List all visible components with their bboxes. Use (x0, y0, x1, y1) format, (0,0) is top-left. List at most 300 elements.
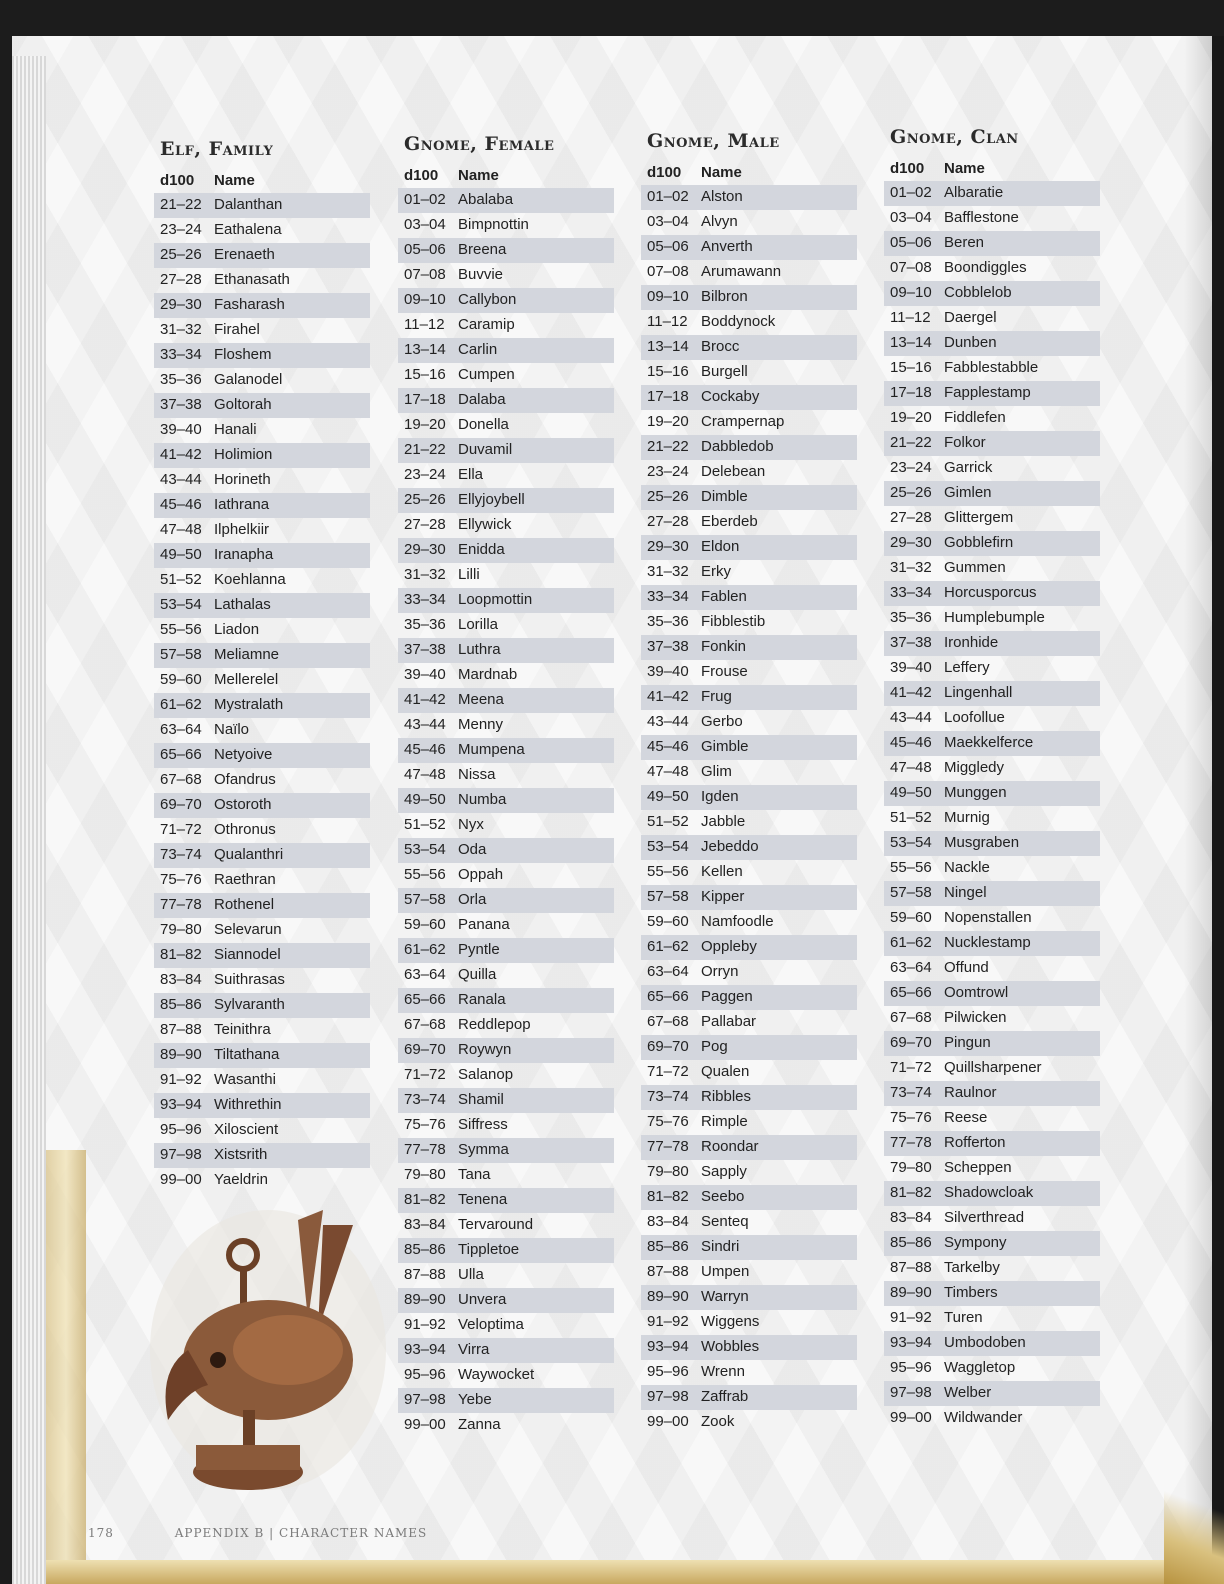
table-row (884, 1356, 1100, 1381)
table-row (884, 831, 1100, 856)
roll-range: 27–28 (647, 513, 689, 530)
table-row (398, 1213, 614, 1238)
table-row (884, 181, 1100, 206)
table-row (641, 335, 857, 360)
character-name: Musgraben (944, 834, 1020, 851)
roll-range: 97–98 (647, 1388, 689, 1405)
character-name: Liadon (214, 621, 260, 638)
character-name: Pilwicken (944, 1009, 1007, 1026)
table-row (884, 881, 1100, 906)
roll-range: 43–44 (404, 716, 446, 733)
character-name: Brocc (701, 338, 740, 355)
roll-range: 69–70 (160, 796, 202, 813)
table-row (641, 285, 857, 310)
character-name: Carlin (458, 341, 498, 358)
table-row (154, 868, 370, 893)
character-name: Sapply (701, 1163, 747, 1180)
character-name: Kellen (701, 863, 743, 880)
table-row (641, 760, 857, 785)
roll-range: 81–82 (160, 946, 202, 963)
table-row (398, 913, 614, 938)
character-name: Siffress (458, 1116, 508, 1133)
table-row (884, 1331, 1100, 1356)
character-name: Panana (458, 916, 510, 933)
table-row (398, 1288, 614, 1313)
table-row (398, 313, 614, 338)
roll-range: 05–06 (404, 241, 446, 258)
table-row (641, 610, 857, 635)
roll-range: 95–96 (404, 1366, 446, 1383)
table-row (154, 568, 370, 593)
roll-range: 61–62 (647, 938, 689, 955)
table-row (884, 581, 1100, 606)
character-name: Tenena (458, 1191, 508, 1208)
roll-range: 09–10 (404, 291, 446, 308)
character-name: Meena (458, 691, 504, 708)
roll-range: 81–82 (890, 1184, 932, 1201)
roll-range: 85–86 (160, 996, 202, 1013)
roll-range: 89–90 (890, 1284, 932, 1301)
table-row (154, 518, 370, 543)
character-name: Beren (944, 234, 985, 251)
roll-range: 49–50 (890, 784, 932, 801)
table-row (884, 1306, 1100, 1331)
roll-range: 83–84 (160, 971, 202, 988)
table-gnome-clan (884, 124, 1100, 1431)
table-body (154, 193, 370, 1193)
table-row (641, 910, 857, 935)
character-name: Orryn (701, 963, 739, 980)
character-name: Rothenel (214, 896, 275, 913)
table-row (154, 1093, 370, 1118)
character-name: Lingenhall (944, 684, 1013, 701)
character-name: Tiltathana (214, 1046, 280, 1063)
table-row (641, 210, 857, 235)
character-name: Oppah (458, 866, 504, 883)
character-name: Zanna (458, 1416, 501, 1433)
character-name: Quillsharpener (944, 1059, 1042, 1076)
character-name: Oppleby (701, 938, 757, 955)
character-name: Salanop (458, 1066, 514, 1083)
roll-range: 41–42 (160, 446, 202, 463)
roll-range: 39–40 (647, 663, 689, 680)
roll-range: 01–02 (890, 184, 932, 201)
table-row (641, 985, 857, 1010)
character-name: Yaeldrin (214, 1171, 268, 1188)
roll-range: 85–86 (647, 1238, 689, 1255)
roll-range: 45–46 (404, 741, 446, 758)
character-name: Sympony (944, 1234, 1007, 1251)
character-name: Jebeddo (701, 838, 759, 855)
table-row (641, 710, 857, 735)
roll-range: 43–44 (647, 713, 689, 730)
table-row (641, 1385, 857, 1410)
table-row (641, 1010, 857, 1035)
roll-range: 93–94 (890, 1334, 932, 1351)
character-name: Naïlo (214, 721, 250, 738)
roll-range: 25–26 (647, 488, 689, 505)
gold-border-bottom (46, 1560, 1224, 1584)
character-name: Virra (458, 1341, 490, 1358)
roll-range: 27–28 (404, 516, 446, 533)
table-row (884, 806, 1100, 831)
table-row (641, 1135, 857, 1160)
table-row (398, 488, 614, 513)
character-name: Ethanasath (214, 271, 290, 288)
roll-range: 59–60 (160, 671, 202, 688)
roll-range: 13–14 (404, 341, 446, 358)
table-row (154, 293, 370, 318)
roll-range: 31–32 (890, 559, 932, 576)
roll-range: 59–60 (890, 909, 932, 926)
header-d100: d100 (647, 164, 682, 181)
character-name: Miggledy (944, 759, 1005, 776)
page-number: 178 (88, 1526, 114, 1540)
roll-range: 95–96 (890, 1359, 932, 1376)
table-row (641, 660, 857, 685)
roll-range: 71–72 (404, 1066, 446, 1083)
character-name: Siannodel (214, 946, 281, 963)
table-row (398, 938, 614, 963)
character-name: Dunben (944, 334, 997, 351)
character-name: Qualanthri (214, 846, 284, 863)
character-name: Burgell (701, 363, 748, 380)
character-name: Waywocket (458, 1366, 535, 1383)
character-name: Gummen (944, 559, 1006, 576)
table-row (884, 531, 1100, 556)
character-name: Unvera (458, 1291, 507, 1308)
character-name: Symma (458, 1141, 509, 1158)
table-row (154, 943, 370, 968)
roll-range: 81–82 (404, 1191, 446, 1208)
character-name: Tarkelby (944, 1259, 1000, 1276)
table-row (884, 781, 1100, 806)
roll-range: 73–74 (647, 1088, 689, 1105)
character-name: Ilphelkiir (214, 521, 270, 538)
table-row (641, 1335, 857, 1360)
character-name: Ella (458, 466, 484, 483)
roll-range: 19–20 (890, 409, 932, 426)
roll-range: 37–38 (890, 634, 932, 651)
table-row (884, 1281, 1100, 1306)
character-name: Xistsrith (214, 1146, 268, 1163)
character-name: Galanodel (214, 371, 283, 388)
roll-range: 53–54 (890, 834, 932, 851)
roll-range: 73–74 (890, 1084, 932, 1101)
roll-range: 75–76 (647, 1113, 689, 1130)
table-row (398, 1263, 614, 1288)
table-row (641, 235, 857, 260)
table-row (884, 1006, 1100, 1031)
table-row (154, 893, 370, 918)
table-row (884, 1406, 1100, 1431)
table-row (398, 613, 614, 638)
roll-range: 69–70 (404, 1041, 446, 1058)
table-row (154, 493, 370, 518)
table-row (398, 638, 614, 663)
character-name: Erky (701, 563, 731, 580)
character-name: Goltorah (214, 396, 272, 413)
roll-range: 77–78 (404, 1141, 446, 1158)
character-name: Gerbo (701, 713, 743, 730)
character-name: Dabbledob (701, 438, 774, 455)
roll-range: 07–08 (404, 266, 446, 283)
roll-range: 03–04 (890, 209, 932, 226)
character-name: Munggen (944, 784, 1007, 801)
character-name: Ofandrus (214, 771, 276, 788)
table-row (884, 731, 1100, 756)
character-name: Fiddlefen (944, 409, 1006, 426)
roll-range: 49–50 (160, 546, 202, 563)
table-row (398, 463, 614, 488)
character-name: Teinithra (214, 1021, 271, 1038)
table-row (154, 818, 370, 843)
table-row (154, 393, 370, 418)
table-body (884, 181, 1100, 1431)
header-name: Name (214, 172, 255, 189)
character-name: Crampernap (701, 413, 785, 430)
table-elf-family (154, 136, 370, 1193)
table-row (884, 906, 1100, 931)
roll-range: 63–64 (647, 963, 689, 980)
character-name: Timbers (944, 1284, 998, 1301)
table-row (398, 513, 614, 538)
character-name: Horineth (214, 471, 271, 488)
character-name: Nyx (458, 816, 484, 833)
roll-range: 49–50 (404, 791, 446, 808)
table-row (641, 460, 857, 485)
character-name: Bimpnottin (458, 216, 529, 233)
page-edges (12, 56, 46, 1584)
table-row (641, 1260, 857, 1285)
character-name: Wrenn (701, 1363, 745, 1380)
character-name: Rimple (701, 1113, 748, 1130)
character-name: Withrethin (214, 1096, 282, 1113)
roll-range: 19–20 (404, 416, 446, 433)
character-name: Zook (701, 1413, 735, 1430)
roll-range: 99–00 (647, 1413, 689, 1430)
character-name: Tippletoe (458, 1241, 520, 1258)
roll-range: 29–30 (404, 541, 446, 558)
roll-range: 43–44 (160, 471, 202, 488)
character-name: Floshem (214, 346, 272, 363)
roll-range: 65–66 (404, 991, 446, 1008)
character-name: Wasanthi (214, 1071, 276, 1088)
header-d100: d100 (160, 172, 195, 189)
header-name: Name (701, 164, 742, 181)
character-name: Fapplestamp (944, 384, 1031, 401)
table-row (641, 510, 857, 535)
character-name: Silverthread (944, 1209, 1025, 1226)
table-row (154, 1068, 370, 1093)
character-name: Raulnor (944, 1084, 997, 1101)
character-name: Umpen (701, 1263, 750, 1280)
table-row (154, 443, 370, 468)
roll-range: 03–04 (404, 216, 446, 233)
roll-range: 57–58 (647, 888, 689, 905)
table-row (154, 243, 370, 268)
table-row (884, 606, 1100, 631)
character-name: Gimble (701, 738, 749, 755)
roll-range: 95–96 (160, 1121, 202, 1138)
table-row (154, 693, 370, 718)
roll-range: 01–02 (647, 188, 689, 205)
character-name: Veloptima (458, 1316, 524, 1333)
roll-range: 23–24 (890, 459, 932, 476)
table-row (398, 963, 614, 988)
character-name: Bafflestone (944, 209, 1019, 226)
table-title: Gnome, Clan (890, 126, 1019, 148)
table-row (641, 810, 857, 835)
character-name: Murnig (944, 809, 990, 826)
roll-range: 77–78 (647, 1138, 689, 1155)
table-row (398, 813, 614, 838)
table-row (884, 556, 1100, 581)
character-name: Horcusporcus (944, 584, 1037, 601)
table-row (154, 793, 370, 818)
roll-range: 71–72 (890, 1059, 932, 1076)
character-name: Lorilla (458, 616, 499, 633)
character-name: Numba (458, 791, 507, 808)
spine-shadow (1184, 36, 1224, 1584)
table-row (398, 538, 614, 563)
roll-range: 49–50 (647, 788, 689, 805)
character-name: Senteq (701, 1213, 749, 1230)
roll-range: 55–56 (647, 863, 689, 880)
roll-range: 73–74 (404, 1091, 446, 1108)
table-row (884, 706, 1100, 731)
character-name: Fasharash (214, 296, 285, 313)
table-row (641, 1060, 857, 1085)
table-row (641, 360, 857, 385)
roll-range: 59–60 (404, 916, 446, 933)
character-name: Roywyn (458, 1041, 512, 1058)
character-name: Albaratie (944, 184, 1004, 201)
roll-range: 99–00 (404, 1416, 446, 1433)
character-name: Firahel (214, 321, 260, 338)
roll-range: 43–44 (890, 709, 932, 726)
table-row (154, 1118, 370, 1143)
character-name: Eberdeb (701, 513, 758, 530)
table-row (884, 981, 1100, 1006)
roll-range: 67–68 (160, 771, 202, 788)
roll-range: 37–38 (647, 638, 689, 655)
roll-range: 13–14 (890, 334, 932, 351)
roll-range: 05–06 (647, 238, 689, 255)
character-name: Dalanthan (214, 196, 283, 213)
character-name: Pyntle (458, 941, 500, 958)
character-name: Mumpena (458, 741, 525, 758)
roll-range: 45–46 (160, 496, 202, 513)
table-row (641, 385, 857, 410)
roll-range: 55–56 (160, 621, 202, 638)
character-name: Mellerelel (214, 671, 279, 688)
roll-range: 71–72 (160, 821, 202, 838)
table-row (884, 356, 1100, 381)
character-name: Pallabar (701, 1013, 757, 1030)
roll-range: 87–88 (160, 1021, 202, 1038)
character-name: Hanali (214, 421, 257, 438)
character-name: Daergel (944, 309, 997, 326)
roll-range: 27–28 (160, 271, 202, 288)
table-row (641, 1235, 857, 1260)
roll-range: 75–76 (160, 871, 202, 888)
table-row (154, 1043, 370, 1068)
roll-range: 89–90 (404, 1291, 446, 1308)
character-name: Umbodoben (944, 1334, 1026, 1351)
table-row (884, 1256, 1100, 1281)
character-name: Reddlepop (458, 1016, 531, 1033)
character-name: Fonkin (701, 638, 747, 655)
roll-range: 95–96 (647, 1363, 689, 1380)
roll-range: 79–80 (647, 1163, 689, 1180)
table-row (154, 418, 370, 443)
character-name: Orla (458, 891, 487, 908)
roll-range: 09–10 (890, 284, 932, 301)
roll-range: 85–86 (404, 1241, 446, 1258)
roll-range: 33–34 (647, 588, 689, 605)
character-name: Alston (701, 188, 743, 205)
roll-range: 27–28 (890, 509, 932, 526)
roll-range: 65–66 (647, 988, 689, 1005)
character-name: Tana (458, 1166, 491, 1183)
character-name: Ningel (944, 884, 987, 901)
table-row (641, 1410, 857, 1435)
character-name: Delebean (701, 463, 766, 480)
table-row (154, 968, 370, 993)
roll-range: 99–00 (160, 1171, 202, 1188)
roll-range: 21–22 (647, 438, 689, 455)
character-name: Zaffrab (701, 1388, 749, 1405)
roll-range: 15–16 (890, 359, 932, 376)
character-name: Wildwander (944, 1409, 1023, 1426)
table-row (154, 718, 370, 743)
table-row (398, 1163, 614, 1188)
roll-range: 87–88 (647, 1263, 689, 1280)
roll-range: 51–52 (404, 816, 446, 833)
table-row (884, 756, 1100, 781)
roll-range: 91–92 (160, 1071, 202, 1088)
roll-range: 93–94 (647, 1338, 689, 1355)
character-name: Raethran (214, 871, 276, 888)
table-row (884, 1081, 1100, 1106)
table-row (641, 1185, 857, 1210)
character-name: Wiggens (701, 1313, 760, 1330)
table-row (398, 213, 614, 238)
character-name: Eldon (701, 538, 740, 555)
table-row (641, 1210, 857, 1235)
character-name: Frouse (701, 663, 748, 680)
character-name: Loopmottin (458, 591, 533, 608)
roll-range: 47–48 (890, 759, 932, 776)
table-row (398, 263, 614, 288)
table-row (154, 768, 370, 793)
roll-range: 11–12 (890, 309, 931, 326)
character-name: Welber (944, 1384, 992, 1401)
character-name: Gimlen (944, 484, 992, 501)
table-row (641, 860, 857, 885)
roll-range: 21–22 (404, 441, 446, 458)
header-d100: d100 (890, 160, 925, 177)
roll-range: 83–84 (890, 1209, 932, 1226)
table-header (641, 160, 857, 185)
table-title: Elf, Family (160, 138, 274, 160)
table-row (641, 410, 857, 435)
character-name: Ostoroth (214, 796, 272, 813)
roll-range: 67–68 (890, 1009, 932, 1026)
roll-range: 37–38 (160, 396, 202, 413)
character-name: Shamil (458, 1091, 504, 1108)
